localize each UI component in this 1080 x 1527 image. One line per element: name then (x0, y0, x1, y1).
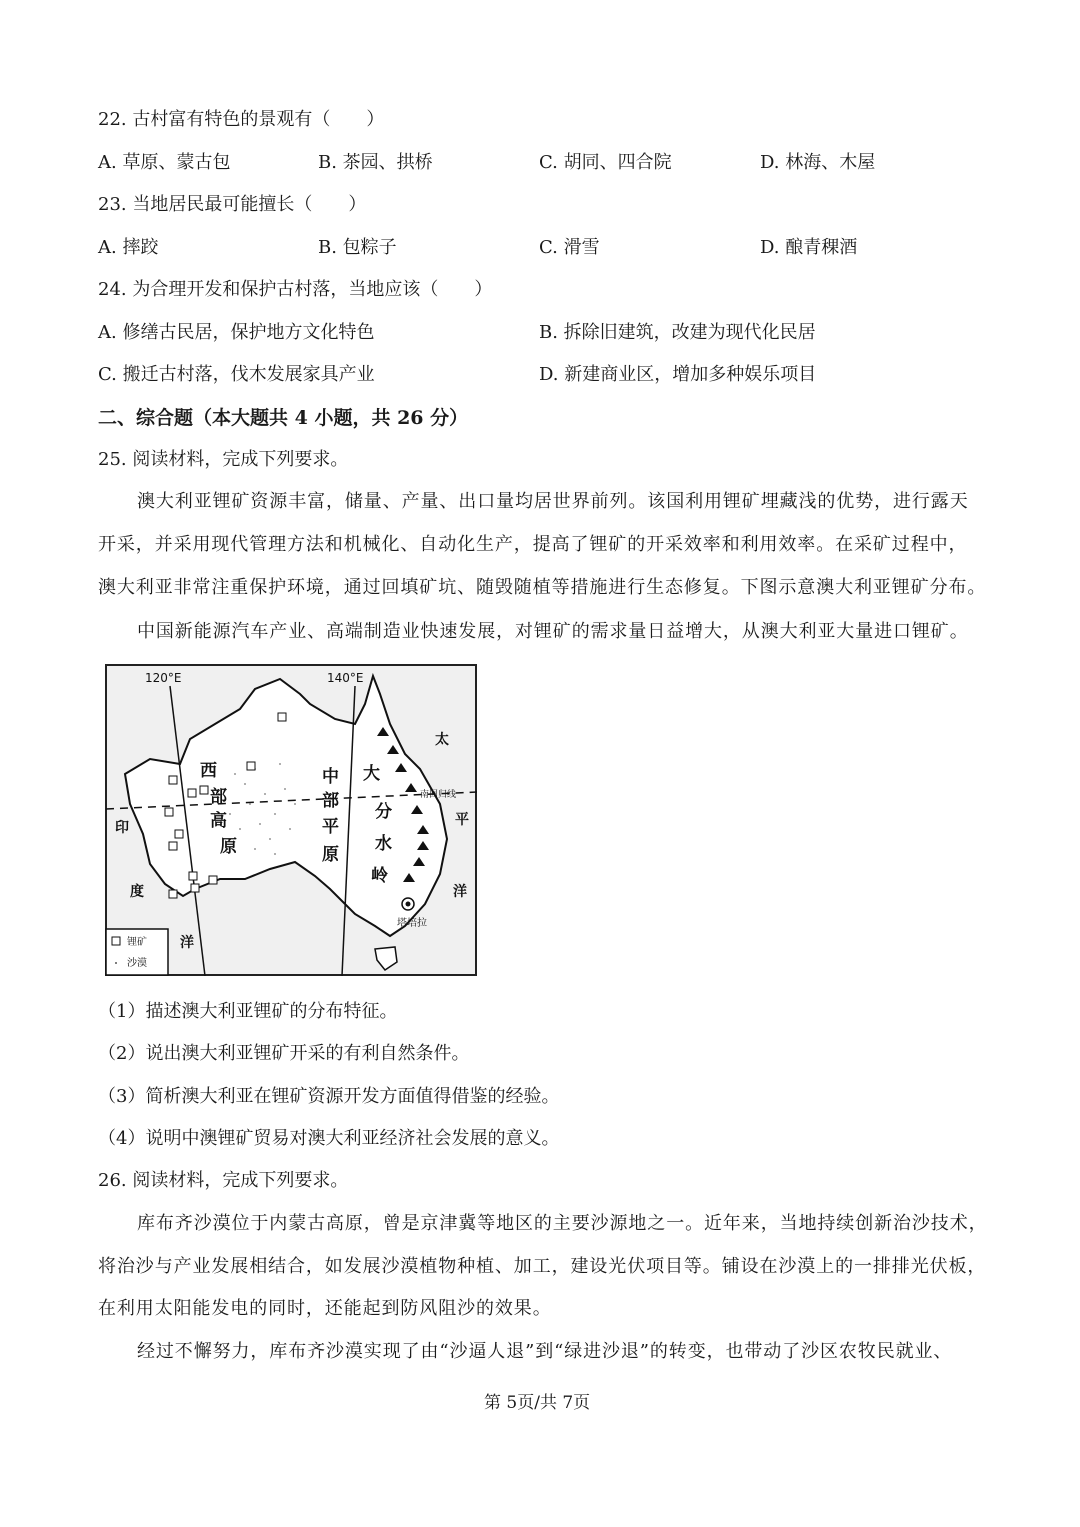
q22-stem: 22. 古村富有特色的景观有（ ） (98, 109, 385, 130)
q24-option-d: D. 新建商业区，增加多种娱乐项目 (539, 364, 817, 385)
q25-sub-1: （1）描述澳大利亚锂矿的分布特征。 (98, 1001, 398, 1022)
map-label: 高 (210, 811, 227, 831)
ocean-label: 洋 (180, 935, 194, 951)
q25-para2: 中国新能源汽车产业、高端制造业快速发展，对锂矿的需求量日益增大，从澳大利亚大量进口锂矿。 (137, 621, 969, 642)
ocean-label: 度 (130, 884, 144, 900)
section-heading: 二、综合题（本大题共 4 小题，共 26 分） (98, 407, 469, 429)
q22-option-a: A. 草原、蒙古包 (98, 152, 231, 173)
q23-option-c: C. 滑雪 (539, 237, 600, 258)
map-label: 岭 (371, 866, 388, 886)
map-label: 水 (375, 834, 392, 854)
map-label: 分 (375, 802, 392, 822)
q25-para1-line: 开采，并采用现代管理方法和机械化、自动化生产，提高了锂矿的开采效率和利用效率。在采矿过程中， (98, 534, 968, 555)
map-label: 原 (220, 837, 237, 857)
q24-option-b: B. 拆除旧建筑，改建为现代化民居 (539, 322, 816, 343)
city-label: 塔培拉 (397, 918, 427, 929)
ocean-label: 太 (435, 732, 449, 748)
q22-option-c: C. 胡同、四合院 (539, 152, 672, 173)
lon-140-label: 140°E (327, 671, 364, 685)
q23-option-a: A. 摔跤 (98, 237, 159, 258)
q24-option-c: C. 搬迁古村落，伐木发展家具产业 (98, 364, 375, 385)
q22-option-b: B. 茶园、拱桥 (318, 152, 433, 173)
q23-stem: 23. 当地居民最可能擅长（ ） (98, 194, 367, 215)
q25-para1-line: 澳大利亚锂矿资源丰富，储量、产量、出口量均居世界前列。该国利用锂矿埋藏浅的优势，进行露天 (137, 491, 969, 512)
legend-lithium: 锂矿 (127, 937, 147, 948)
legend-desert: 沙漠 (127, 958, 147, 969)
q22-option-d: D. 林海、木屋 (760, 152, 876, 173)
map-label: 中 (322, 767, 339, 787)
q25-para1-line: 澳大利亚非常注重保护环境，通过回填矿坑、随毁随植等措施进行生态修复。下图示意澳大利亚锂矿分布。 (98, 577, 987, 598)
q26-para1-line: 将治沙与产业发展相结合，如发展沙漠植物种植、加工，建设光伏项目等。铺设在沙漠上的一排排光伏板， (98, 1256, 987, 1277)
lon-120-label: 120°E (145, 671, 182, 685)
q25-sub-2: （2）说出澳大利亚锂矿开采的有利自然条件。 (98, 1043, 470, 1064)
ocean-label: 印 (115, 820, 129, 836)
q26-para2: 经过不懈努力，库布齐沙漠实现了由“沙逼人退”到“绿进沙退”的转变，也带动了沙区农牧民就业、 (137, 1341, 953, 1362)
q23-option-d: D. 酿青稞酒 (760, 237, 858, 258)
ocean-label: 平 (455, 812, 469, 828)
map-label: 原 (322, 845, 339, 865)
q26-para1-line: 库布齐沙漠位于内蒙古高原，曾是京津冀等地区的主要沙源地之一。近年来，当地持续创新治沙技术， (137, 1213, 988, 1234)
q23-option-b: B. 包粽子 (318, 237, 397, 258)
map-label: 大 (363, 764, 380, 784)
ocean-label: 洋 (453, 884, 467, 900)
page-footer: 第 5页/共 7页 (484, 1393, 591, 1413)
q26-para1-line: 在利用太阳能发电的同时，还能起到防风阻沙的效果。 (98, 1298, 552, 1319)
q25-sub-4: （4）说明中澳锂矿贸易对澳大利亚经济社会发展的意义。 (98, 1128, 560, 1149)
q25-stem: 25. 阅读材料，完成下列要求。 (98, 449, 349, 470)
q24-stem: 24. 为合理开发和保护古村落，当地应该（ ） (98, 279, 493, 300)
q24-option-a: A. 修缮古民居，保护地方文化特色 (98, 322, 375, 343)
tropic-label: 南回归线 (420, 790, 457, 800)
q25-sub-3: （3）简析澳大利亚在锂矿资源开发方面值得借鉴的经验。 (98, 1086, 560, 1107)
australia-lithium-map (105, 664, 477, 976)
map-legend (106, 929, 168, 975)
map-label: 平 (322, 817, 339, 837)
map-label: 部 (210, 787, 227, 807)
map-label: 部 (322, 791, 339, 811)
map-label: 西 (200, 761, 217, 781)
q26-stem: 26. 阅读材料，完成下列要求。 (98, 1170, 349, 1191)
